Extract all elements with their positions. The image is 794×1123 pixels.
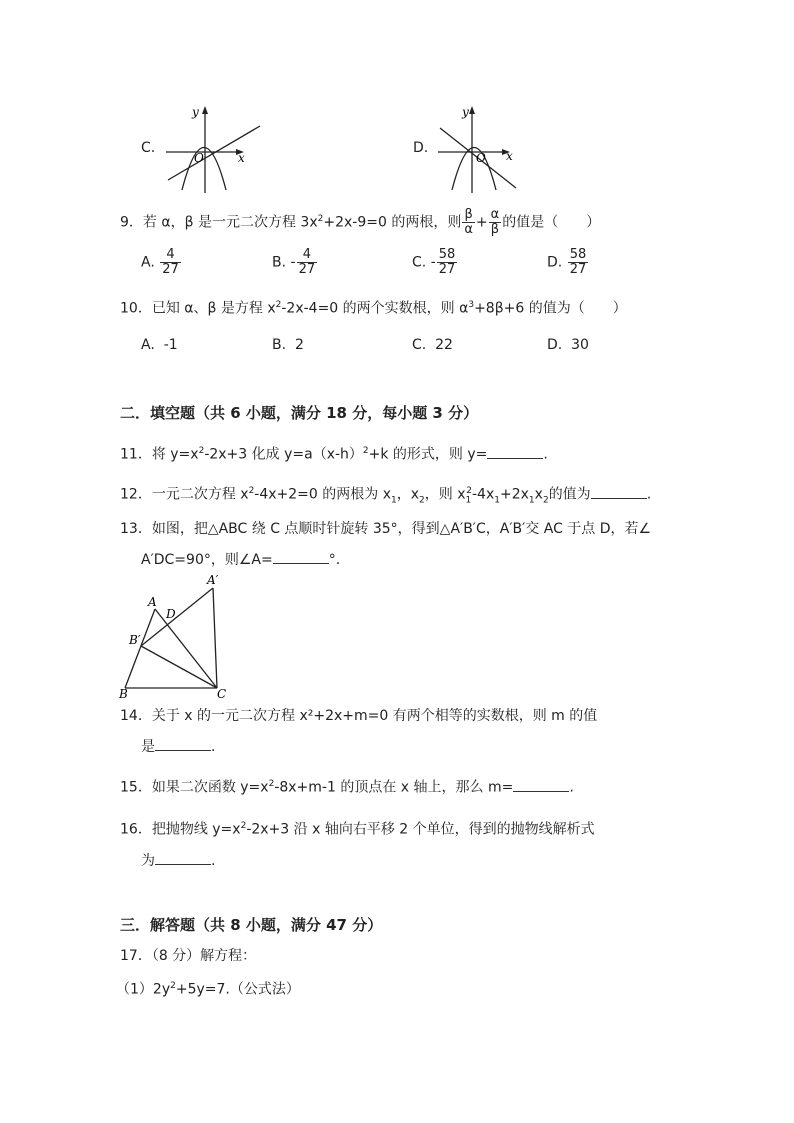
q14-stem-line1: 14．关于 x 的一元二次方程 x²+2x+m=0 有两个相等的实数根，则 m 的值 [120, 708, 598, 724]
q16-stem-line1: 16．把抛物线 $y=x^2-2x+3$ 沿 x 轴向右平移 2 个单位，得到的抛物线解析式 [120, 821, 595, 838]
q10-stem: 10．已知 α、β 是方程 $x^2-2x-4=0$ 的两个实数根，则 $\alpha^3+8\beta+6$ 的值为（ ） [120, 300, 627, 317]
q11-stem: 11．将 $y=x^2-2x+3$ 化成 $y=a(x-h)^2+k$ 的形式，则 y= . [120, 441, 548, 465]
fig-side-AC [155, 609, 217, 688]
graph-d-y-label: y [462, 105, 469, 119]
fig-label-A: A [148, 595, 157, 609]
fig-side-A'C [213, 588, 217, 688]
graph-c-y-label: y [192, 105, 199, 119]
q8-graph-c [160, 100, 264, 195]
q14-stem-line2: 是 . [141, 736, 215, 757]
graph-d-x-label: x [506, 149, 513, 163]
fig-label-A-prime: A′ [207, 573, 219, 587]
section-2-heading: 二．填空题（共 6 小题，满分 18 分，每小题 3 分） [120, 404, 479, 422]
q9-frac-beta-alpha: $\frac{\beta}{\alpha}$ [464, 207, 473, 237]
graph-d-origin-label: O [476, 151, 486, 165]
q15-stem: 15．如果二次函数 $y=x^2-8x+m-1$ 的顶点在 x 轴上，那么 m= . [120, 774, 574, 798]
fig-label-C: C [217, 687, 227, 701]
q9-option-b[interactable]: B. - $\frac{4}{27}$ [272, 247, 316, 277]
q17-part1: $(1)2y^2+5y=7$.（公式法） [116, 981, 300, 998]
q13-figure [115, 570, 240, 702]
q9-option-c[interactable]: C. - $\frac{58}{27}$ [412, 247, 456, 277]
fig-label-D: D [166, 607, 176, 621]
fig-side-B'C [141, 646, 217, 688]
graph-d-y-arrow [469, 106, 475, 114]
q8-option-c-label: C. [141, 140, 156, 156]
q15-answer-blank[interactable] [513, 777, 569, 792]
q11-answer-blank[interactable] [487, 444, 543, 459]
q9-stem: 9．若 α，β 是一元二次方程 $3x^2+2x-9=0$ 的两根，则 $\frac{\beta}{\alpha}$ + $\frac{\alpha}{\beta}$ 的值是（ ） [120, 207, 601, 237]
q9-option-a[interactable]: A. $\frac{4}{27}$ [141, 247, 179, 277]
q10-option-d[interactable]: D. 30 [547, 337, 589, 353]
fig-label-B: B [119, 687, 128, 701]
q9-frac-alpha-beta: $\frac{\alpha}{\beta}$ [490, 207, 500, 237]
q13-stem-line2: A′DC=90°，则∠A= °. [141, 549, 340, 570]
q14-answer-blank[interactable] [155, 736, 211, 751]
graph-c-origin-label: O [194, 151, 204, 165]
graph-c-x-label: x [238, 151, 245, 165]
q17-stem: 17．（8 分）解方程： [120, 948, 257, 964]
q13-stem-line1: 13．如图，把△ABC 绕 C 点顺时针旋转 35°，得到△A′B′C，A′B′交 AC 于点 D，若∠ [120, 521, 652, 537]
graph-c-y-arrow [202, 106, 208, 114]
q10-option-c[interactable]: C. 22 [412, 337, 453, 353]
fig-side-BA [125, 609, 155, 688]
graph-c-line [168, 126, 260, 180]
q12-stem: 12．一元二次方程 $x^2-4x+2=0$ 的两根为 $x_1$，$x_2$，则 $x_1^2-4x_1+2x_1x_2$的值为 . [120, 481, 651, 510]
graph-c-parabola [182, 148, 226, 191]
section-3-heading: 三．解答题（共 8 小题，满分 47 分） [120, 916, 383, 934]
fig-label-B-prime: B′ [129, 633, 141, 647]
q8-option-d-label: D. [413, 140, 429, 156]
q10-option-b[interactable]: B. 2 [272, 337, 304, 353]
graph-d-parabola [452, 148, 496, 191]
q10-option-a[interactable]: A. -1 [141, 337, 178, 353]
q13-answer-blank[interactable] [273, 549, 329, 564]
q12-answer-blank[interactable] [591, 484, 647, 499]
q8-graph-d [434, 100, 524, 195]
q16-answer-blank[interactable] [155, 850, 211, 865]
q9-option-d[interactable]: D. $\frac{58}{27}$ [547, 247, 587, 277]
q16-stem-line2: 为 . [141, 850, 215, 871]
